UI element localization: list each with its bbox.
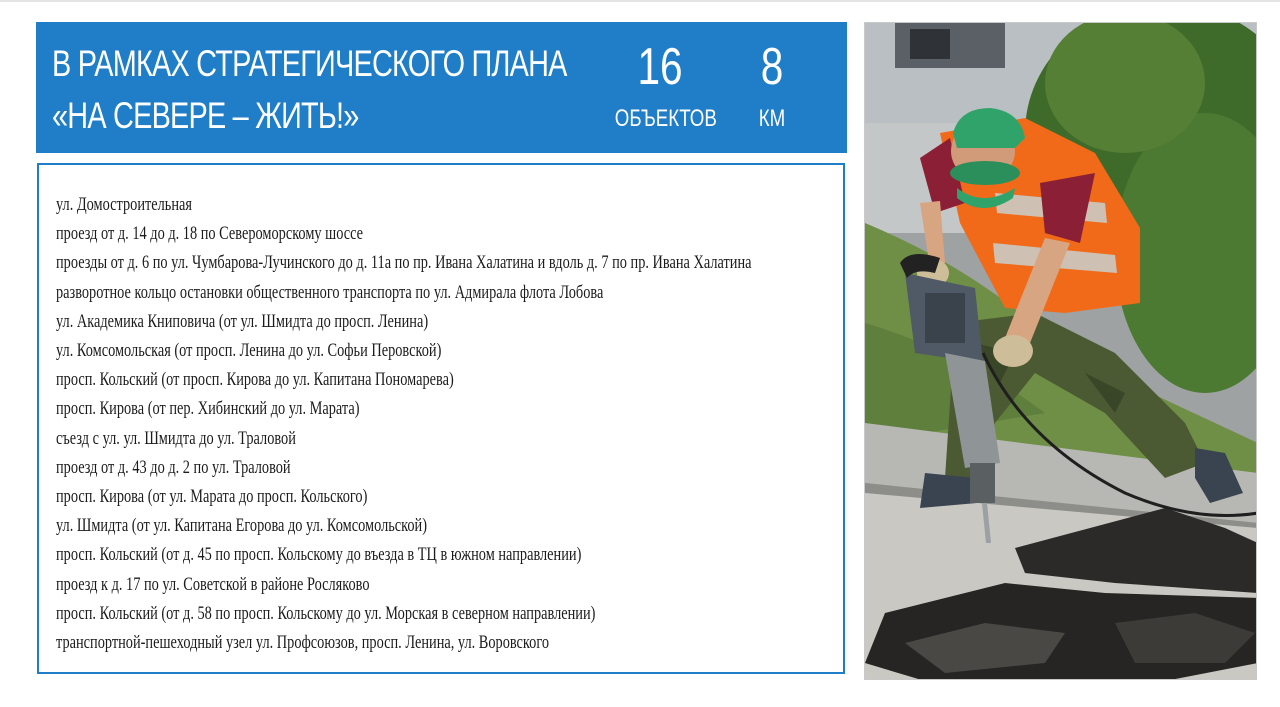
list-item: ул. Комсомольская (от просп. Ленина до ул. Софьи Перовской) [56, 340, 442, 362]
list-item: ул. Шмидта (от ул. Капитана Егорова до ул. Комсомольской) [56, 515, 428, 537]
list-item: просп. Кирова (от пер. Хибинский до ул. Марата) [56, 398, 360, 420]
list-item: проезд от д. 14 до д. 18 по Североморскому шоссе [56, 223, 364, 245]
list-item: просп. Кольский (от д. 58 по просп. Кольскому до ул. Морская в северном направлении) [56, 602, 596, 624]
list-item: проезд к д. 17 по ул. Советской в районе Росляково [56, 573, 370, 595]
list-item: транспортной-пешеходный узел ул. Профсоюзов, просп. Ленина, ул. Воровского [56, 632, 550, 654]
objects-list [56, 190, 841, 657]
km-stat [736, 34, 808, 134]
objects-count: 16 [637, 38, 683, 96]
objects-list-box [37, 163, 845, 674]
list-item: съезд с ул. ул. Шмидта до ул. Траловой [56, 427, 296, 449]
title-line-2: «НА СЕВЕРЕ – ЖИТЬ!» [52, 95, 359, 136]
km-count: 8 [760, 38, 784, 96]
list-item: просп. Кольский (от просп. Кирова до ул. Капитана Пономарева) [56, 369, 454, 391]
list-item: проезды от д. 6 по ул. Чумбарова-Лучинского до д. 11а по пр. Ивана Халатина и вдоль д. 7 по пр. Ивана Халатина [56, 252, 752, 274]
km-label: КМ [758, 105, 786, 132]
road-worker-jackhammer-illustration [865, 23, 1257, 680]
list-item: ул. Домостроительная [56, 194, 192, 215]
title-line-1: В РАМКАХ СТРАТЕГИЧЕСКОГО ПЛАНА [52, 43, 567, 84]
top-divider [0, 0, 1280, 2]
road-worker-photo [864, 22, 1257, 680]
list-item: ул. Академика Книповича (от ул. Шмидта до просп. Ленина) [56, 310, 429, 332]
list-item: разворотное кольцо остановки общественного транспорта по ул. Адмирала флота Лобова [56, 281, 604, 303]
list-item: просп. Кольский (от д. 45 по просп. Кольскому до въезда в ТЦ в южном направлении) [56, 544, 582, 566]
list-item: просп. Кирова (от ул. Марата до просп. Кольского) [56, 486, 368, 508]
objects-label: ОБЪЕКТОВ [614, 105, 717, 132]
page-title [52, 38, 567, 142]
header-banner [36, 22, 847, 153]
list-item: проезд от д. 43 до д. 2 по ул. Траловой [56, 456, 291, 478]
objects-stat [602, 34, 718, 134]
